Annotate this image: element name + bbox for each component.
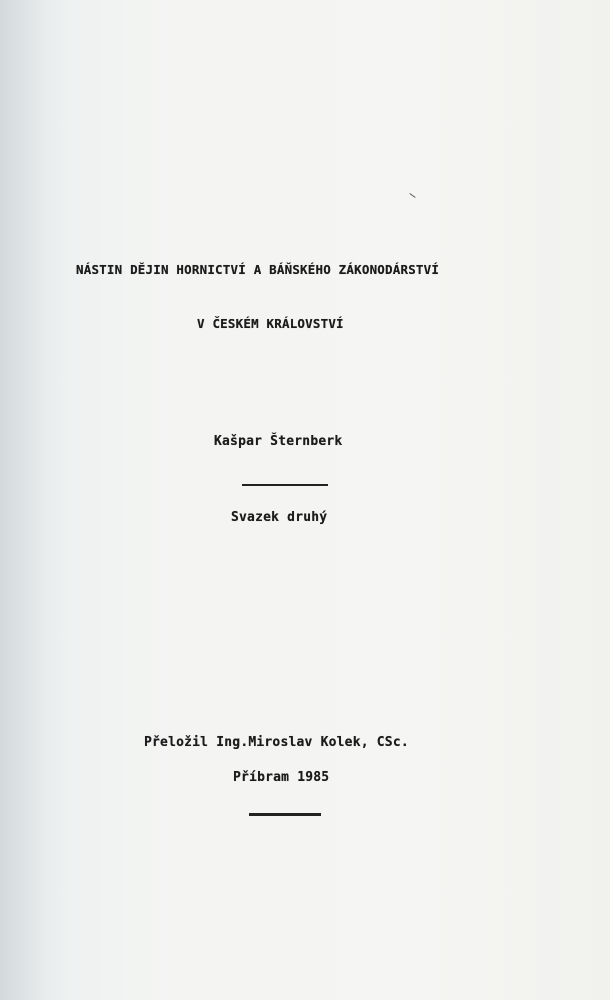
place-and-year: Příbram 1985 bbox=[233, 770, 330, 785]
bottom-rule bbox=[249, 813, 321, 816]
translator-credit: Přeložil Ing.Miroslav Kolek, CSc. bbox=[144, 735, 409, 750]
title-line-1: NÁSTIN DĚJIN HORNICTVÍ A BÁŇSKÉHO ZÁKONODÁRSTVÍ bbox=[76, 262, 440, 277]
divider-rule bbox=[242, 484, 328, 486]
title-line-2: V ČESKÉM KRÁLOVSTVÍ bbox=[197, 316, 344, 331]
author: Kašpar Šternberk bbox=[214, 434, 343, 449]
volume-label: Svazek druhý bbox=[231, 510, 328, 525]
ink-speck bbox=[409, 193, 415, 198]
